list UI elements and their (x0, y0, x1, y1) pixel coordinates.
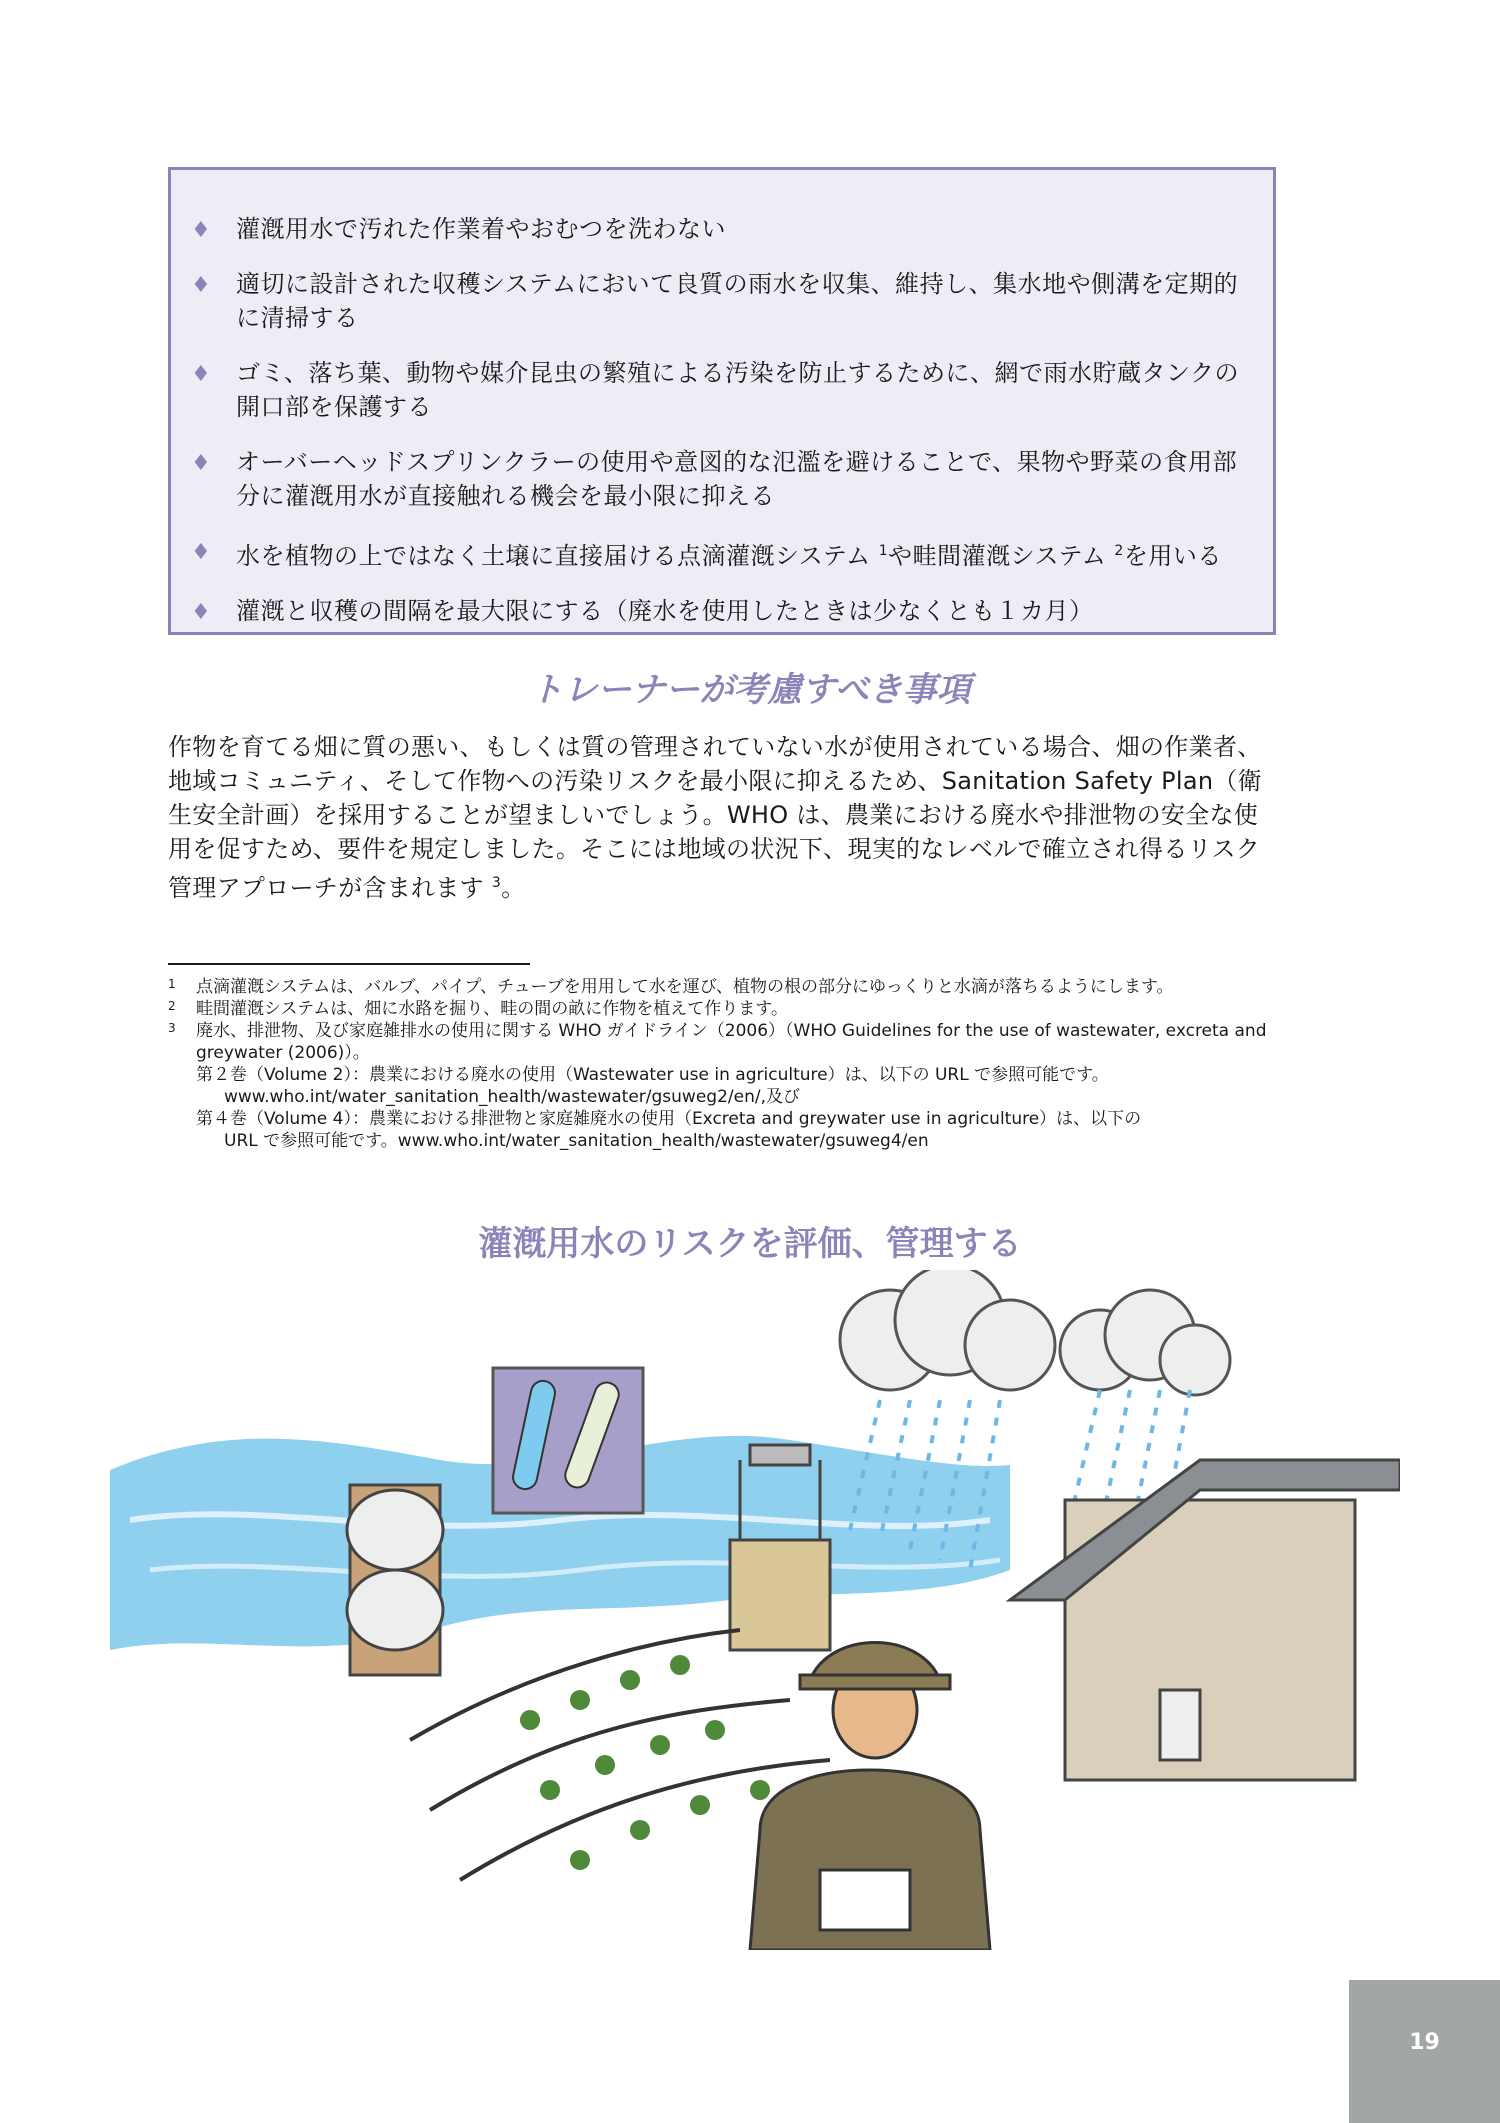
water-tank-icon (347, 1485, 443, 1675)
trainer-paragraph: 作物を育てる畑に質の悪い、もしくは質の管理されていない水が使用されている場合、畑の作業者、地域コミュニティ、そして作物への汚染リスクを最小限に抑えるため、Sanitation Safety Plan（衛生安全計画）を採用することが望ましいでしょう。WHO は、農業における廃水や排泄物の安全な使用を促すため、要件を規定しました。そこには地域の状況下、現実的なレベルで確立され得るリスク管理アプローチが含まれます $^3$。 (168, 733, 1262, 902)
footnote-divider (168, 963, 530, 965)
footnote-3: 3 廃水、排泄物、及び家庭雑排水の使用に関する WHO ガイドライン（2006）（WHO Guidelines for the use of wastewater, excreta and greywater (2006)）。 第２巻（Volume 2）：農業における廃水の使用（Wastewater use in agriculture）は、以下の URL で参照可能です。 www.who.int/water_sanitation_health/wastewater/gsuweg2/en/,及び 第４巻（Volume 4）：農業における排泄物と家庭雑廃水の使用（Excreta and greywater use in agriculture）は、以下の URL で参照可能です。www.who.int/water_sanitation_health/wastewater/gsuweg4/en (168, 1020, 1318, 1152)
footnote-1: 1 点滴灌漑システムは、バルブ、パイプ、チューブを用用して水を運び、植物の根の部分にゆっくりと水滴が落ちるようにします。 (168, 976, 1318, 998)
footnote-link[interactable]: URL で参照可能です。www.who.int/water_sanitation_health/wastewater/gsuweg4/en (224, 1131, 929, 1151)
footnote-number: 1 (168, 977, 176, 991)
guidelines-list (191, 212, 1259, 628)
footnote-ref-1[interactable]: 1 (878, 543, 889, 559)
page-tab (1349, 1980, 1500, 2123)
list-item: ♦ ゴミ、落ち葉、動物や媒介昆虫の繁殖による汚染を防止するために、網で雨水貯蔵タンクの開口部を保護する (191, 359, 1240, 421)
diamond-bullet-icon: ♦ (191, 362, 212, 387)
list-item: ♦ 灌漑と収穫の間隔を最大限にする（廃水を使用したときは少なくとも１カ月） (191, 594, 1259, 628)
list-item: ♦ 灌漑用水で汚れた作業着やおむつを洗わない (191, 212, 1259, 246)
diamond-bullet-icon: ♦ (191, 273, 212, 298)
list-item: ♦ オーバーヘッドスプリンクラーの使用や意図的な氾濫を避けることで、果物や野菜の食用部分に灌漑用水が直接触れる機会を最小限に抑える (191, 448, 1238, 510)
footnote-number: 2 (168, 999, 176, 1013)
farmer-icon (750, 1643, 990, 1951)
footnotes (168, 976, 1318, 1152)
test-tube-panel (493, 1368, 643, 1513)
footnote-ref-2[interactable]: 2 (1114, 543, 1124, 559)
trainer-heading: トレーナーが考慮すべき事項 (529, 670, 971, 710)
guidelines-box (168, 167, 1276, 635)
footnote-link[interactable]: www.who.int/water_sanitation_health/wastewater/gsuweg2/en/,及び (224, 1087, 800, 1107)
list-item: ♦ 水を植物の上ではなく土壌に直接届ける点滴灌漑システム $^1$や畦間灌漑システム $^2$を用いる (191, 534, 1259, 573)
diamond-bullet-icon: ♦ (191, 451, 212, 476)
cloud-icon (840, 1270, 1230, 1395)
irrigation-illustration (110, 1270, 1400, 1950)
list-item: ♦ 適切に設計された収穫システムにおいて良質の雨水を収集、維持し、集水地や側溝を定期的に清掃する (191, 270, 1239, 332)
footnote-ref-3[interactable]: 3 (491, 875, 502, 891)
section-heading: 灌漑用水のリスクを評価、管理する (478, 1224, 1022, 1264)
footnote-2: 2 畦間灌漑システムは、畑に水路を掘り、畦の間の畝に作物を植えて作ります。 (168, 998, 1318, 1020)
diamond-bullet-icon: ♦ (191, 540, 212, 565)
crop-plants (520, 1655, 770, 1870)
house-icon (1010, 1460, 1400, 1780)
diamond-bullet-icon: ♦ (191, 600, 212, 625)
diamond-bullet-icon: ♦ (191, 218, 212, 243)
page-number: 19 (1409, 2030, 1440, 2055)
footnote-number: 3 (168, 1021, 176, 1035)
